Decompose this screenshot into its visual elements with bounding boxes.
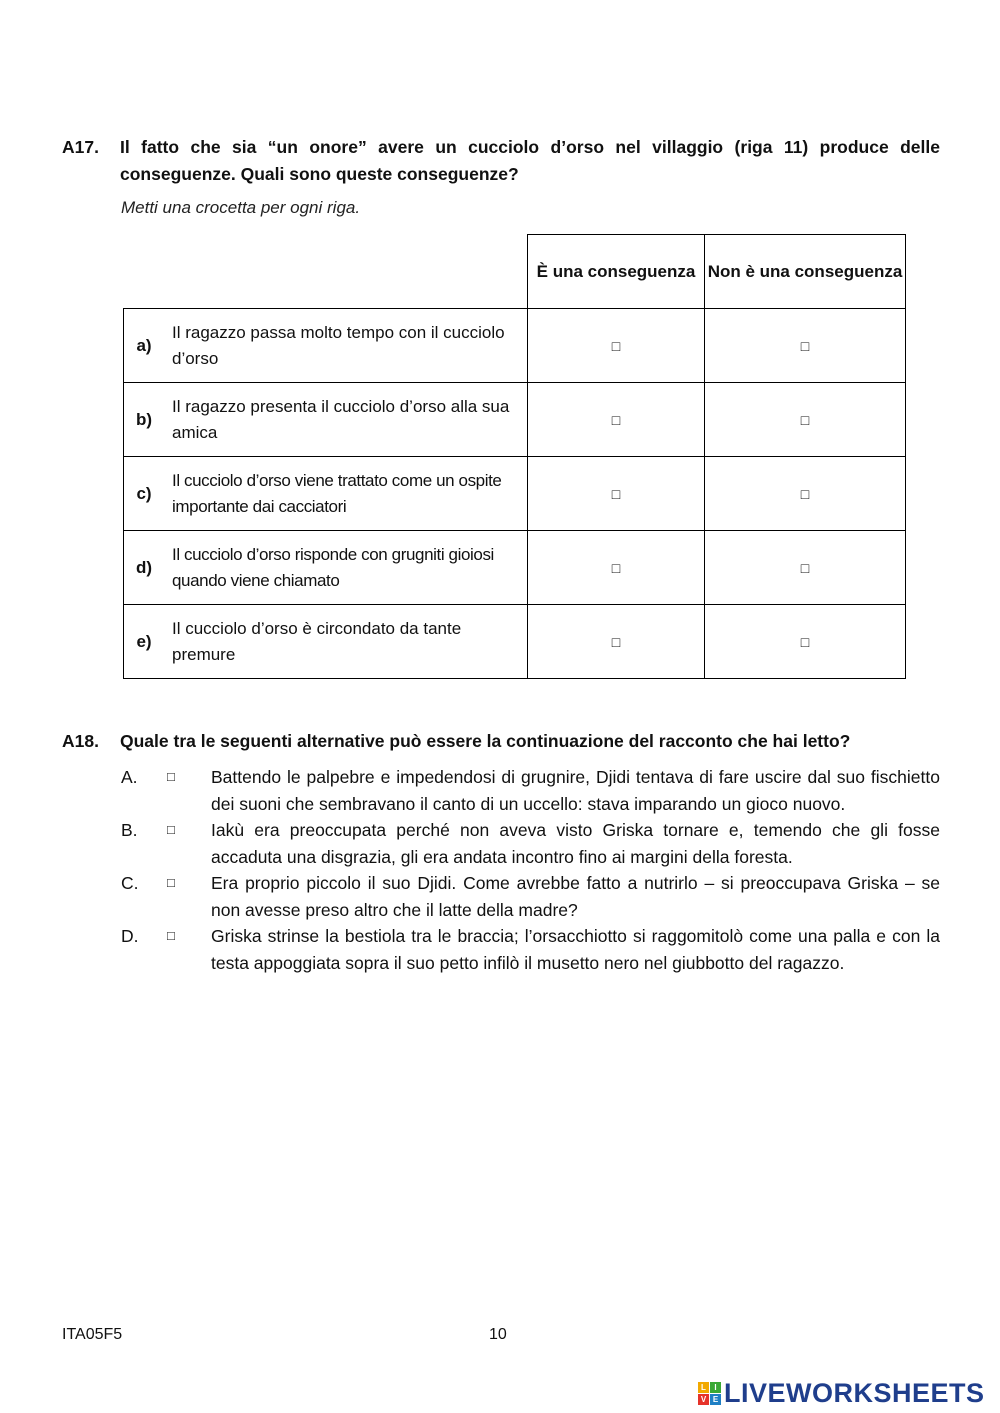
checkbox-yes[interactable]: □ [528, 457, 705, 531]
list-item [121, 817, 940, 870]
option-text: Era proprio piccolo il suo Djidi. Come avrebbe fatto a nutrirlo – si preoccupava Griska – se non avesse preso altro che il latte della madre? [211, 873, 940, 920]
checkbox-yes[interactable]: □ [528, 605, 705, 679]
logo-tile: L [698, 1382, 709, 1393]
question-text: Il fatto che sia “un onore” avere un cucciolo d’orso nel villaggio (riga 11) produce delle conseguenze. Quali sono queste conseguenze? [120, 137, 940, 184]
option-text: Iakù era preoccupata perché non aveva visto Griska tornare e, temendo che gli fosse accaduta una disgrazia, gli era andata incontro fino ai margini della foresta. [211, 820, 940, 867]
row-label: a) [124, 309, 165, 383]
instruction-text: Metti una crocetta per ogni riga. [121, 198, 361, 217]
option-checkbox[interactable]: □ [167, 822, 175, 837]
table-row [124, 383, 906, 457]
option-checkbox[interactable]: □ [167, 875, 175, 890]
list-item [121, 764, 940, 817]
document-code: ITA05F5 [62, 1326, 123, 1343]
grid-corner [124, 235, 528, 309]
checkbox-yes[interactable]: □ [528, 531, 705, 605]
column-header-no: Non è una conseguenza [705, 235, 906, 309]
page-number: 10 [489, 1326, 507, 1343]
row-label: b) [124, 383, 165, 457]
answer-grid [123, 234, 906, 679]
logo-tile: I [710, 1382, 721, 1393]
checkbox-no[interactable]: □ [705, 531, 906, 605]
checkbox-no[interactable]: □ [705, 457, 906, 531]
row-statement: Il cucciolo d’orso viene trattato come un ospite importante dai cacciatori [164, 457, 528, 531]
table-row [124, 605, 906, 679]
row-statement: Il ragazzo passa molto tempo con il cucciolo d’orso [164, 309, 528, 383]
row-label: d) [124, 531, 165, 605]
logo-icon [698, 1382, 721, 1405]
table-row [124, 457, 906, 531]
checkbox-no[interactable]: □ [705, 383, 906, 457]
question-a18-header [62, 728, 940, 755]
option-letter: D. [121, 926, 139, 946]
logo-tile: V [698, 1394, 709, 1405]
row-statement: Il ragazzo presenta il cucciolo d’orso alla sua amica [164, 383, 528, 457]
option-text: Griska strinse la bestiola tra le braccia; l’orsacchiotto si raggomitolò come una palla e con la testa appoggiata sopra il suo petto infilò il musetto nero nel giubbotto del ragazzo. [211, 926, 940, 973]
table-row [124, 309, 906, 383]
row-statement: Il cucciolo d’orso risponde con grugniti gioiosi quando viene chiamato [164, 531, 528, 605]
logo-text: LIVEWORKSHEETS [724, 1378, 985, 1408]
option-letter: B. [121, 820, 138, 840]
row-statement: Il cucciolo d’orso è circondato da tante premure [164, 605, 528, 679]
list-item [121, 923, 940, 976]
column-header-yes: È una conseguenza [528, 235, 705, 309]
table-row [124, 531, 906, 605]
checkbox-yes[interactable]: □ [528, 383, 705, 457]
checkbox-yes[interactable]: □ [528, 309, 705, 383]
row-label: c) [124, 457, 165, 531]
option-list [121, 764, 940, 976]
checkbox-no[interactable]: □ [705, 605, 906, 679]
row-label: e) [124, 605, 165, 679]
question-number: A18. [62, 731, 99, 751]
logo-tile: E [710, 1394, 721, 1405]
option-letter: A. [121, 767, 138, 787]
option-letter: C. [121, 873, 139, 893]
option-checkbox[interactable]: □ [167, 769, 175, 784]
checkbox-no[interactable]: □ [705, 309, 906, 383]
liveworksheets-logo[interactable] [698, 1378, 985, 1409]
question-a17-header [62, 134, 940, 188]
question-text: Quale tra le seguenti alternative può essere la continuazione del racconto che hai letto? [120, 731, 851, 751]
list-item [121, 870, 940, 923]
option-text: Battendo le palpebre e impedendosi di grugnire, Djidi tentava di fare uscire dal suo fischietto dei suoni che sembravano il canto di un uccello: stava imparando un gioco nuovo. [211, 767, 940, 814]
option-checkbox[interactable]: □ [167, 928, 175, 943]
question-number: A17. [62, 137, 99, 157]
